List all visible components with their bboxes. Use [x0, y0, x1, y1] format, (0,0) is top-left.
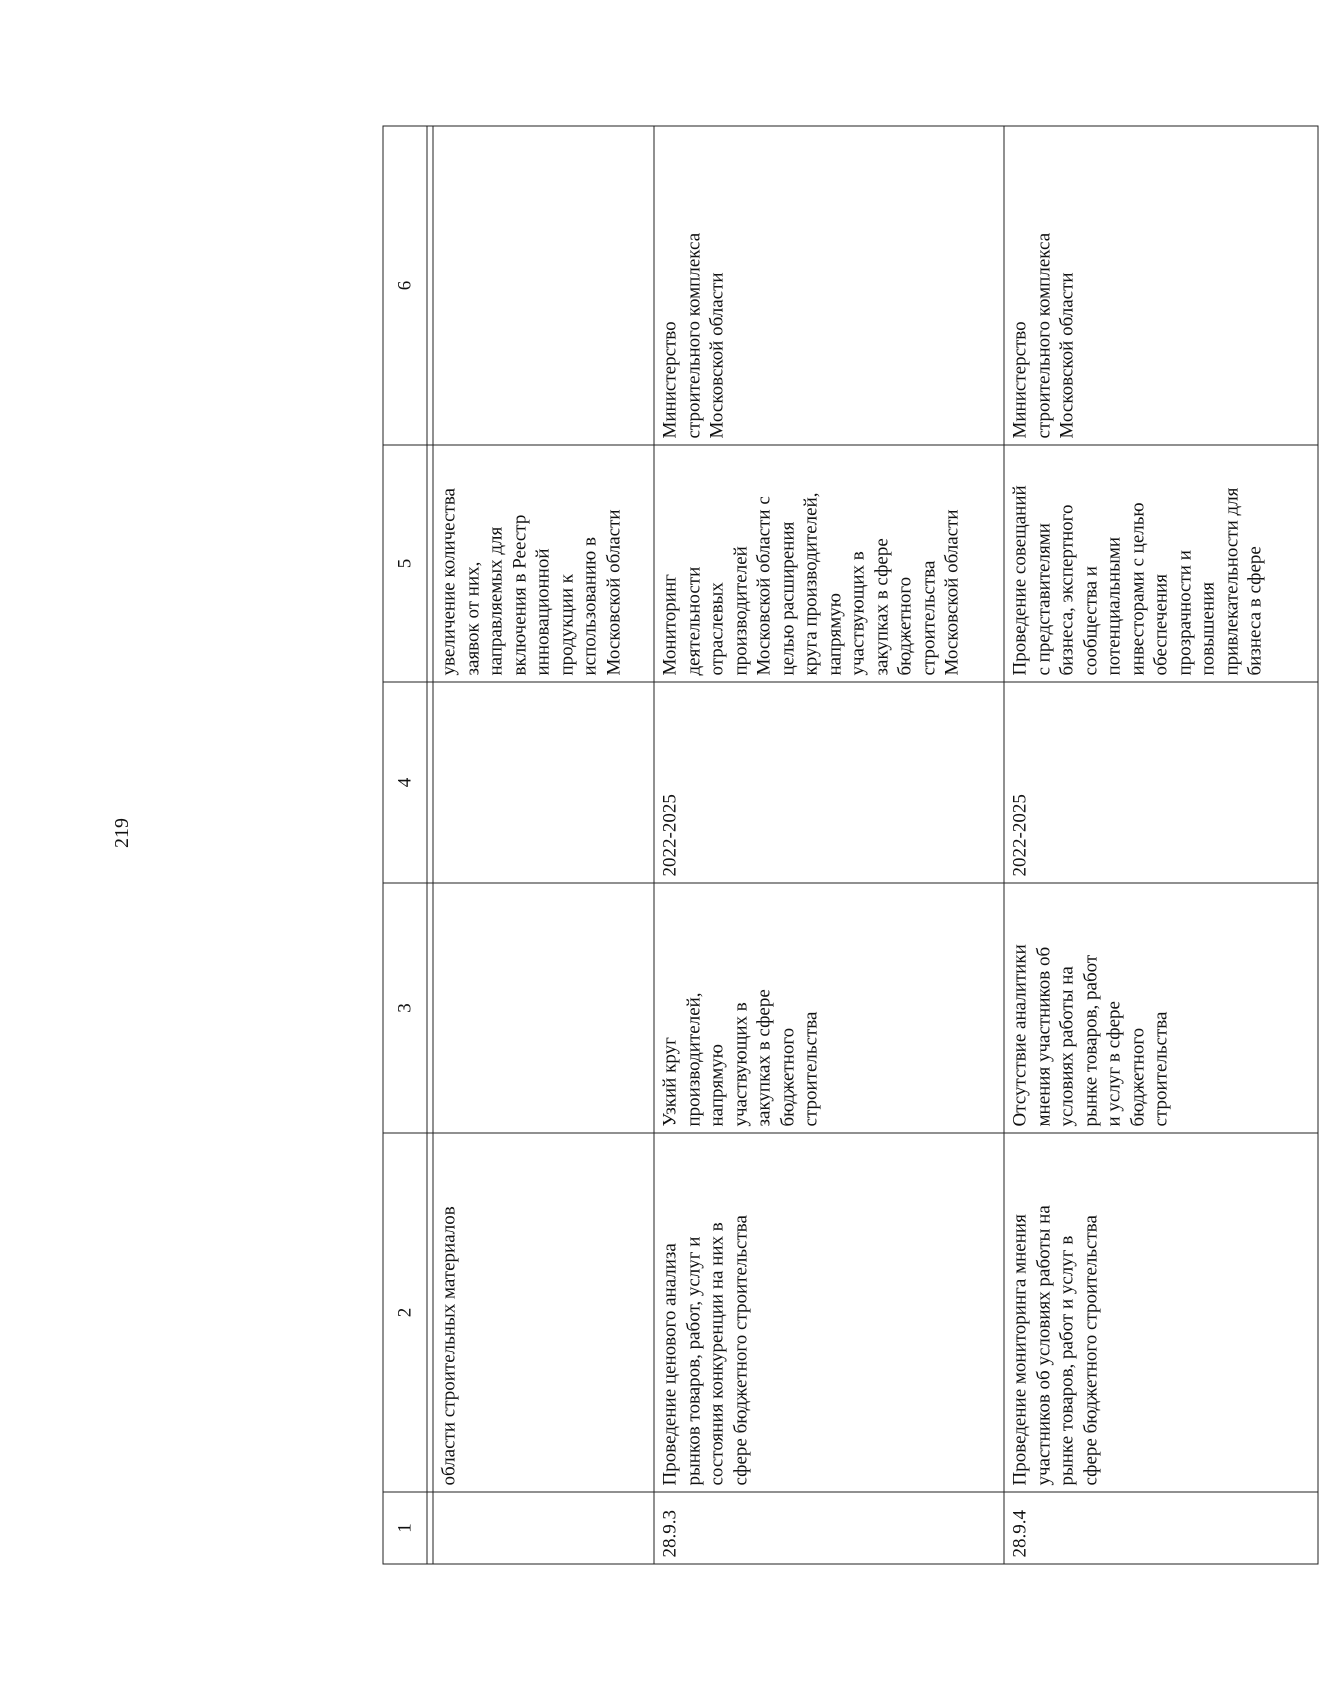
- problem-cell: [433, 883, 654, 1133]
- table-row: [654, 126, 1004, 1564]
- measure-cell: Проведение мониторинга мнения участников об условиях работы на рынке товаров, работ и услуг в сфере бюджетного строительства: [1004, 1133, 1318, 1492]
- problem-cell: Отсутствие аналитики мнения участников об условиях работы на рынке товаров, работ и услуг в сфере бюджетного строительства: [1004, 883, 1318, 1133]
- row-number: 28.9.3: [654, 1492, 1004, 1564]
- page-number: 219: [111, 818, 133, 848]
- column-header-2: 2: [383, 1133, 427, 1492]
- header-row: [383, 126, 427, 1564]
- measures-table: [383, 126, 1319, 1565]
- table-row: [1004, 126, 1318, 1564]
- column-header-5: 5: [383, 445, 427, 682]
- problem-cell: Узкий круг производителей, напрямую участвующих в закупках в сфере бюджетного строительства: [654, 883, 1004, 1133]
- measure-cell: области строительных материалов: [433, 1133, 654, 1492]
- row-number: 28.9.4: [1004, 1492, 1318, 1564]
- column-header-4: 4: [383, 682, 427, 883]
- column-header-1: 1: [383, 1492, 427, 1564]
- executor-cell: Министерство строительного комплекса Московской области: [654, 126, 1004, 445]
- column-header-3: 3: [383, 883, 427, 1133]
- period-cell: [433, 682, 654, 883]
- result-cell: Проведение совещаний с представителями бизнеса, экспертного сообщества и потенциальными инвесторами с целью обеспечения прозрачности и повышения привлекательности для бизнеса в сфере: [1004, 445, 1318, 682]
- row-number: [433, 1492, 654, 1564]
- column-header-6: 6: [383, 126, 427, 445]
- period-cell: 2022-2025: [1004, 682, 1318, 883]
- result-cell: увеличение количества заявок от них, направляемых для включения в Реестр инновационной продукции к использованию в Московской области: [433, 445, 654, 682]
- executor-cell: [433, 126, 654, 445]
- rotated-table-sheet: [383, 127, 1318, 1565]
- table-row: [433, 126, 654, 1564]
- measure-cell: Проведение ценового анализа рынков товаров, работ, услуг и состояния конкуренции на них в сфере бюджетного строительства: [654, 1133, 1004, 1492]
- period-cell: 2022-2025: [654, 682, 1004, 883]
- result-cell: Мониторинг деятельности отраслевых производителей Московской области с целью расширения круга производителей, напрямую участвующих в закупках в сфере бюджетного строительства Московской области: [654, 445, 1004, 682]
- executor-cell: Министерство строительного комплекса Московской области: [1004, 126, 1318, 445]
